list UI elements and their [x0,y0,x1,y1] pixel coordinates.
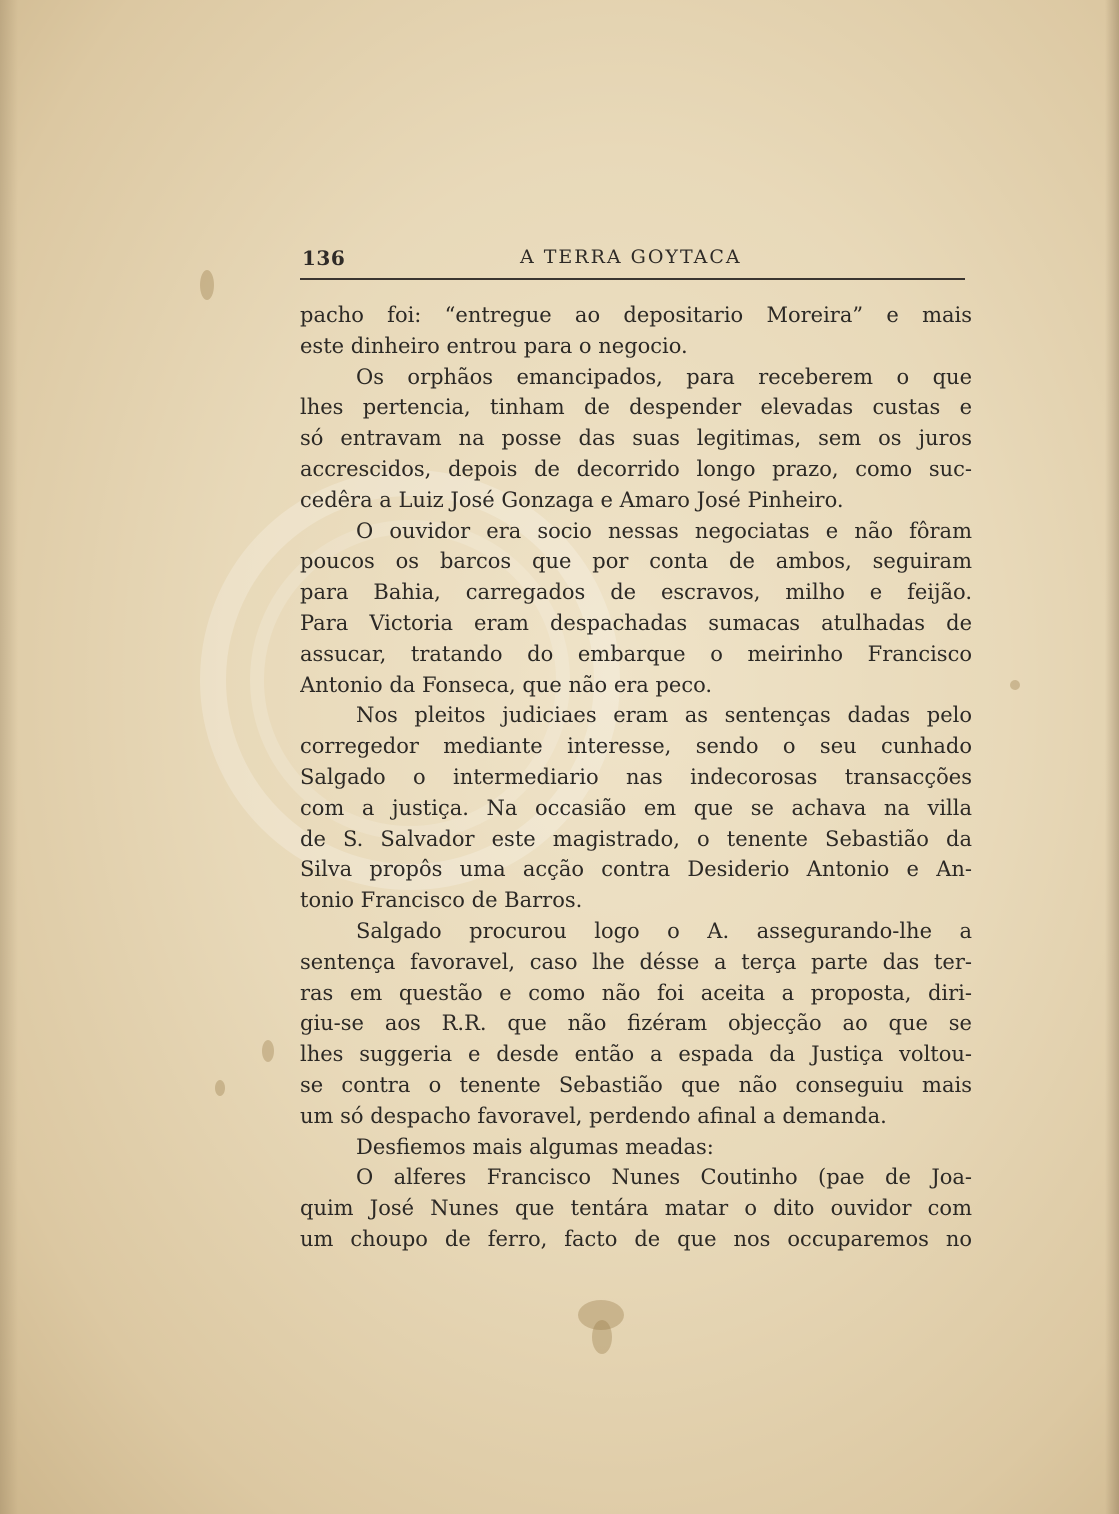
text-line: Salgado o intermediario nas indecorosas transacções [300,764,972,789]
page-edge-shadow-right [1105,0,1119,1514]
text-line: Desfiemos mais algumas meadas: [356,1134,714,1159]
text-line: só entravam na posse das suas legitimas, sem os juros [300,426,972,451]
paper-stain [1010,680,1020,690]
text-line: Nos pleitos judiciaes eram as sentenças dadas pelo [356,703,972,728]
text-line: cedêra a Luiz José Gonzaga e Amaro José Pinheiro. [300,487,844,512]
paragraph [300,916,972,1132]
text-line: para Bahia, carregados de escravos, milho e feijão. [300,580,972,605]
paper-stain [592,1320,612,1354]
text-line: um só despacho favoravel, perdendo afinal a demanda. [300,1103,887,1128]
running-header [300,244,965,280]
paragraph [300,1132,972,1163]
text-line: Os orphãos emancipados, para receberem o que [356,364,972,389]
text-line: sentença favoravel, caso lhe désse a terça parte das ter- [300,949,972,974]
page-number: 136 [302,246,346,270]
text-line: lhes pertencia, tinham de despender elevadas custas e [300,395,972,420]
text-line: pacho foi: “entregue ao depositario Moreira” e mais [300,303,972,327]
text-line: giu-se aos R.R. que não fizéram objecção ao que se [300,1011,972,1036]
running-title: A TERRA GOYTACA [520,246,742,268]
text-line: Antonio da Fonseca, que não era peco. [300,672,713,697]
text-line: O ouvidor era socio nessas negociatas e não fôram [356,518,972,543]
paper-stain [215,1080,225,1096]
body-text [300,300,972,1255]
page-edge-shadow-left [0,0,18,1514]
text-line: ras em questão e como não foi aceita a proposta, diri- [300,980,972,1005]
text-line: O alferes Francisco Nunes Coutinho (pae de Joa- [356,1165,972,1190]
text-line: tonio Francisco de Barros. [300,888,583,913]
text-line: assucar, tratando do embarque o meirinho Francisco [300,641,972,666]
text-line: poucos os barcos que por conta de ambos, seguiram [300,549,972,574]
text-line: Silva propôs uma acção contra Desiderio Antonio e An- [300,857,972,882]
paragraph [300,1162,972,1254]
paper-stain [262,1040,274,1062]
text-line: corregedor mediante interesse, sendo o seu cunhado [300,734,972,759]
text-line: com a justiça. Na occasião em que se achava na villa [300,795,972,820]
text-line: de S. Salvador este magistrado, o tenente Sebastião da [300,826,972,851]
paragraph [300,700,972,916]
text-line: lhes suggeria e desde então a espada da Justiça voltou- [300,1042,972,1067]
text-line: este dinheiro entrou para o negocio. [300,333,688,358]
text-line: um choupo de ferro, facto de que nos occuparemos no [300,1226,972,1251]
text-line: Salgado procurou logo o A. assegurando-lhe a [356,918,972,943]
paragraph [300,362,972,516]
text-line: Para Victoria eram despachadas sumacas atulhadas de [300,610,972,635]
paper-stain [200,270,214,300]
text-line: quim José Nunes que tentára matar o dito ouvidor com [300,1196,972,1221]
text-line: accrescidos, depois de decorrido longo prazo, como suc- [300,456,972,481]
paragraph [300,300,972,362]
paragraph [300,516,972,701]
text-line: se contra o tenente Sebastião que não conseguiu mais [300,1072,972,1097]
